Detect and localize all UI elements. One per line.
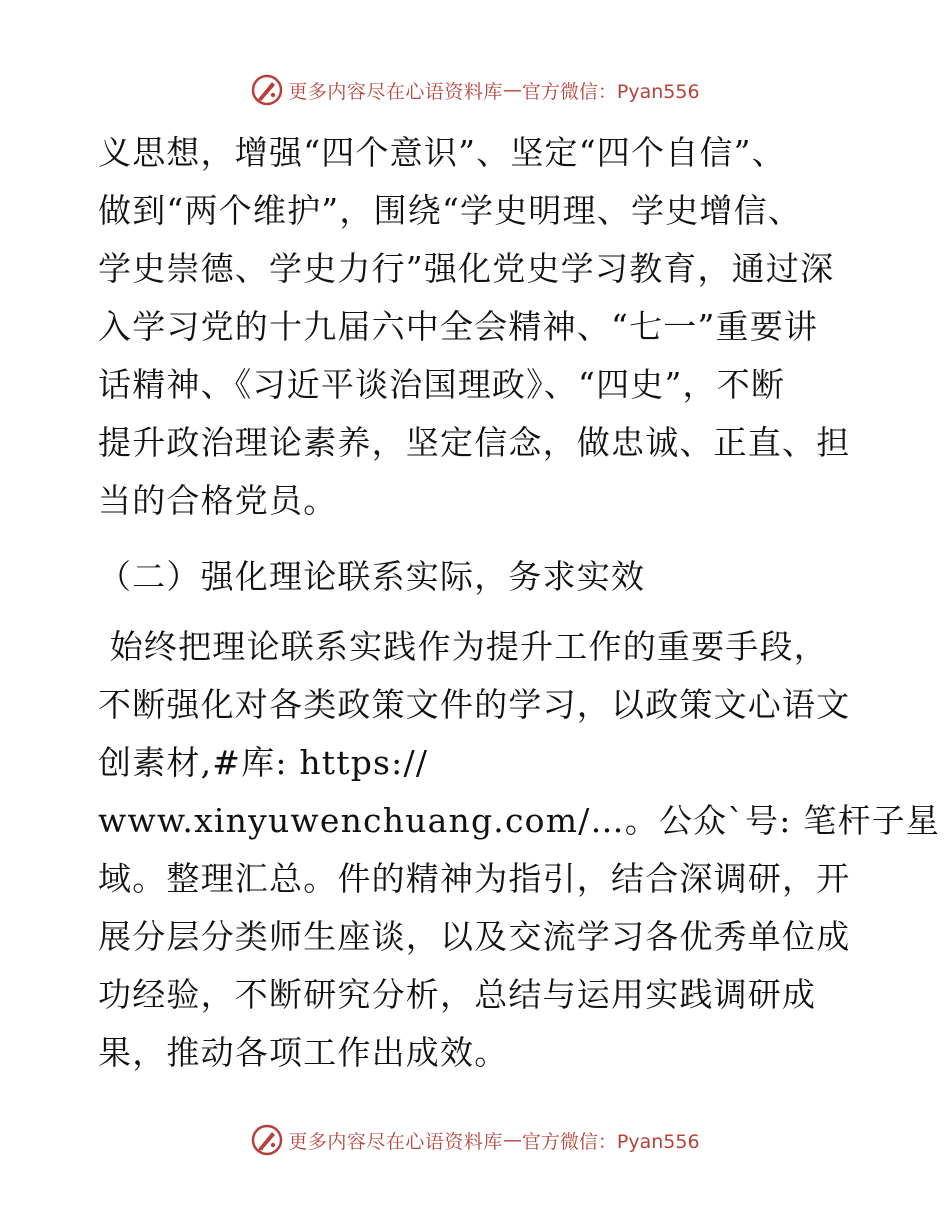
header-banner: [0, 70, 950, 110]
text-line: 做到“两个维护”，围绕“学史明理、学史增信、: [98, 191, 803, 230]
banner-separator: —: [502, 1129, 522, 1151]
text-line: 功经验，不断研究分析，总结与运用实践调研成: [98, 975, 817, 1014]
text-line: 当的合格党员。: [98, 481, 338, 520]
text-line: 始终把理论联系实践作为提升工作的重要手段，: [98, 627, 828, 666]
text-line: 话精神、《习近平谈治国理政》、“四史”，不断: [98, 365, 786, 404]
paragraph-2: [98, 618, 941, 1082]
banner-separator: —: [502, 79, 522, 101]
paragraph-1: [98, 124, 858, 530]
text-line: 提升政治理论素养，坚定信念，做忠诚、正直、担: [98, 423, 851, 462]
banner-main-text: 更多内容尽在心语资料库: [288, 80, 503, 103]
text-line: 不断强化对各类政策文件的学习，以政策文心语文: [98, 685, 851, 724]
quill-pen-logo-icon: [250, 73, 284, 107]
text-line: 展分层分类师生座谈，以及交流学习各优秀单位成: [98, 917, 851, 956]
text-line: www.xinyuwenchuang.com/…。公众`号: 笔杆子星: [98, 801, 941, 840]
text-line: 义思想，增强“四个意识”、坚定“四个自信”、: [98, 133, 786, 172]
banner-main-text: 更多内容尽在心语资料库: [288, 1130, 503, 1153]
banner-wechat-text: 官方微信：Pyan556: [521, 1130, 700, 1153]
banner-wechat-text: 官方微信：Pyan556: [521, 80, 700, 103]
section-heading: （二）强化理论联系实际，务求实效: [98, 557, 646, 596]
text-line: 域。整理汇总。件的精神为指引，结合深调研，开: [98, 859, 851, 898]
document-body: [98, 124, 941, 1082]
text-line: 创素材,#库: https://: [98, 743, 429, 782]
text-line: 学史崇德、学史力行”强化党史学习教育，通过深: [98, 249, 835, 288]
text-line: 果，推动各项工作出成效。: [98, 1033, 509, 1072]
text-line: 入学习党的十九届六中全会精神、“七一”重要讲: [98, 307, 819, 346]
quill-pen-logo-icon: [250, 1123, 284, 1157]
footer-banner: [0, 1120, 950, 1160]
